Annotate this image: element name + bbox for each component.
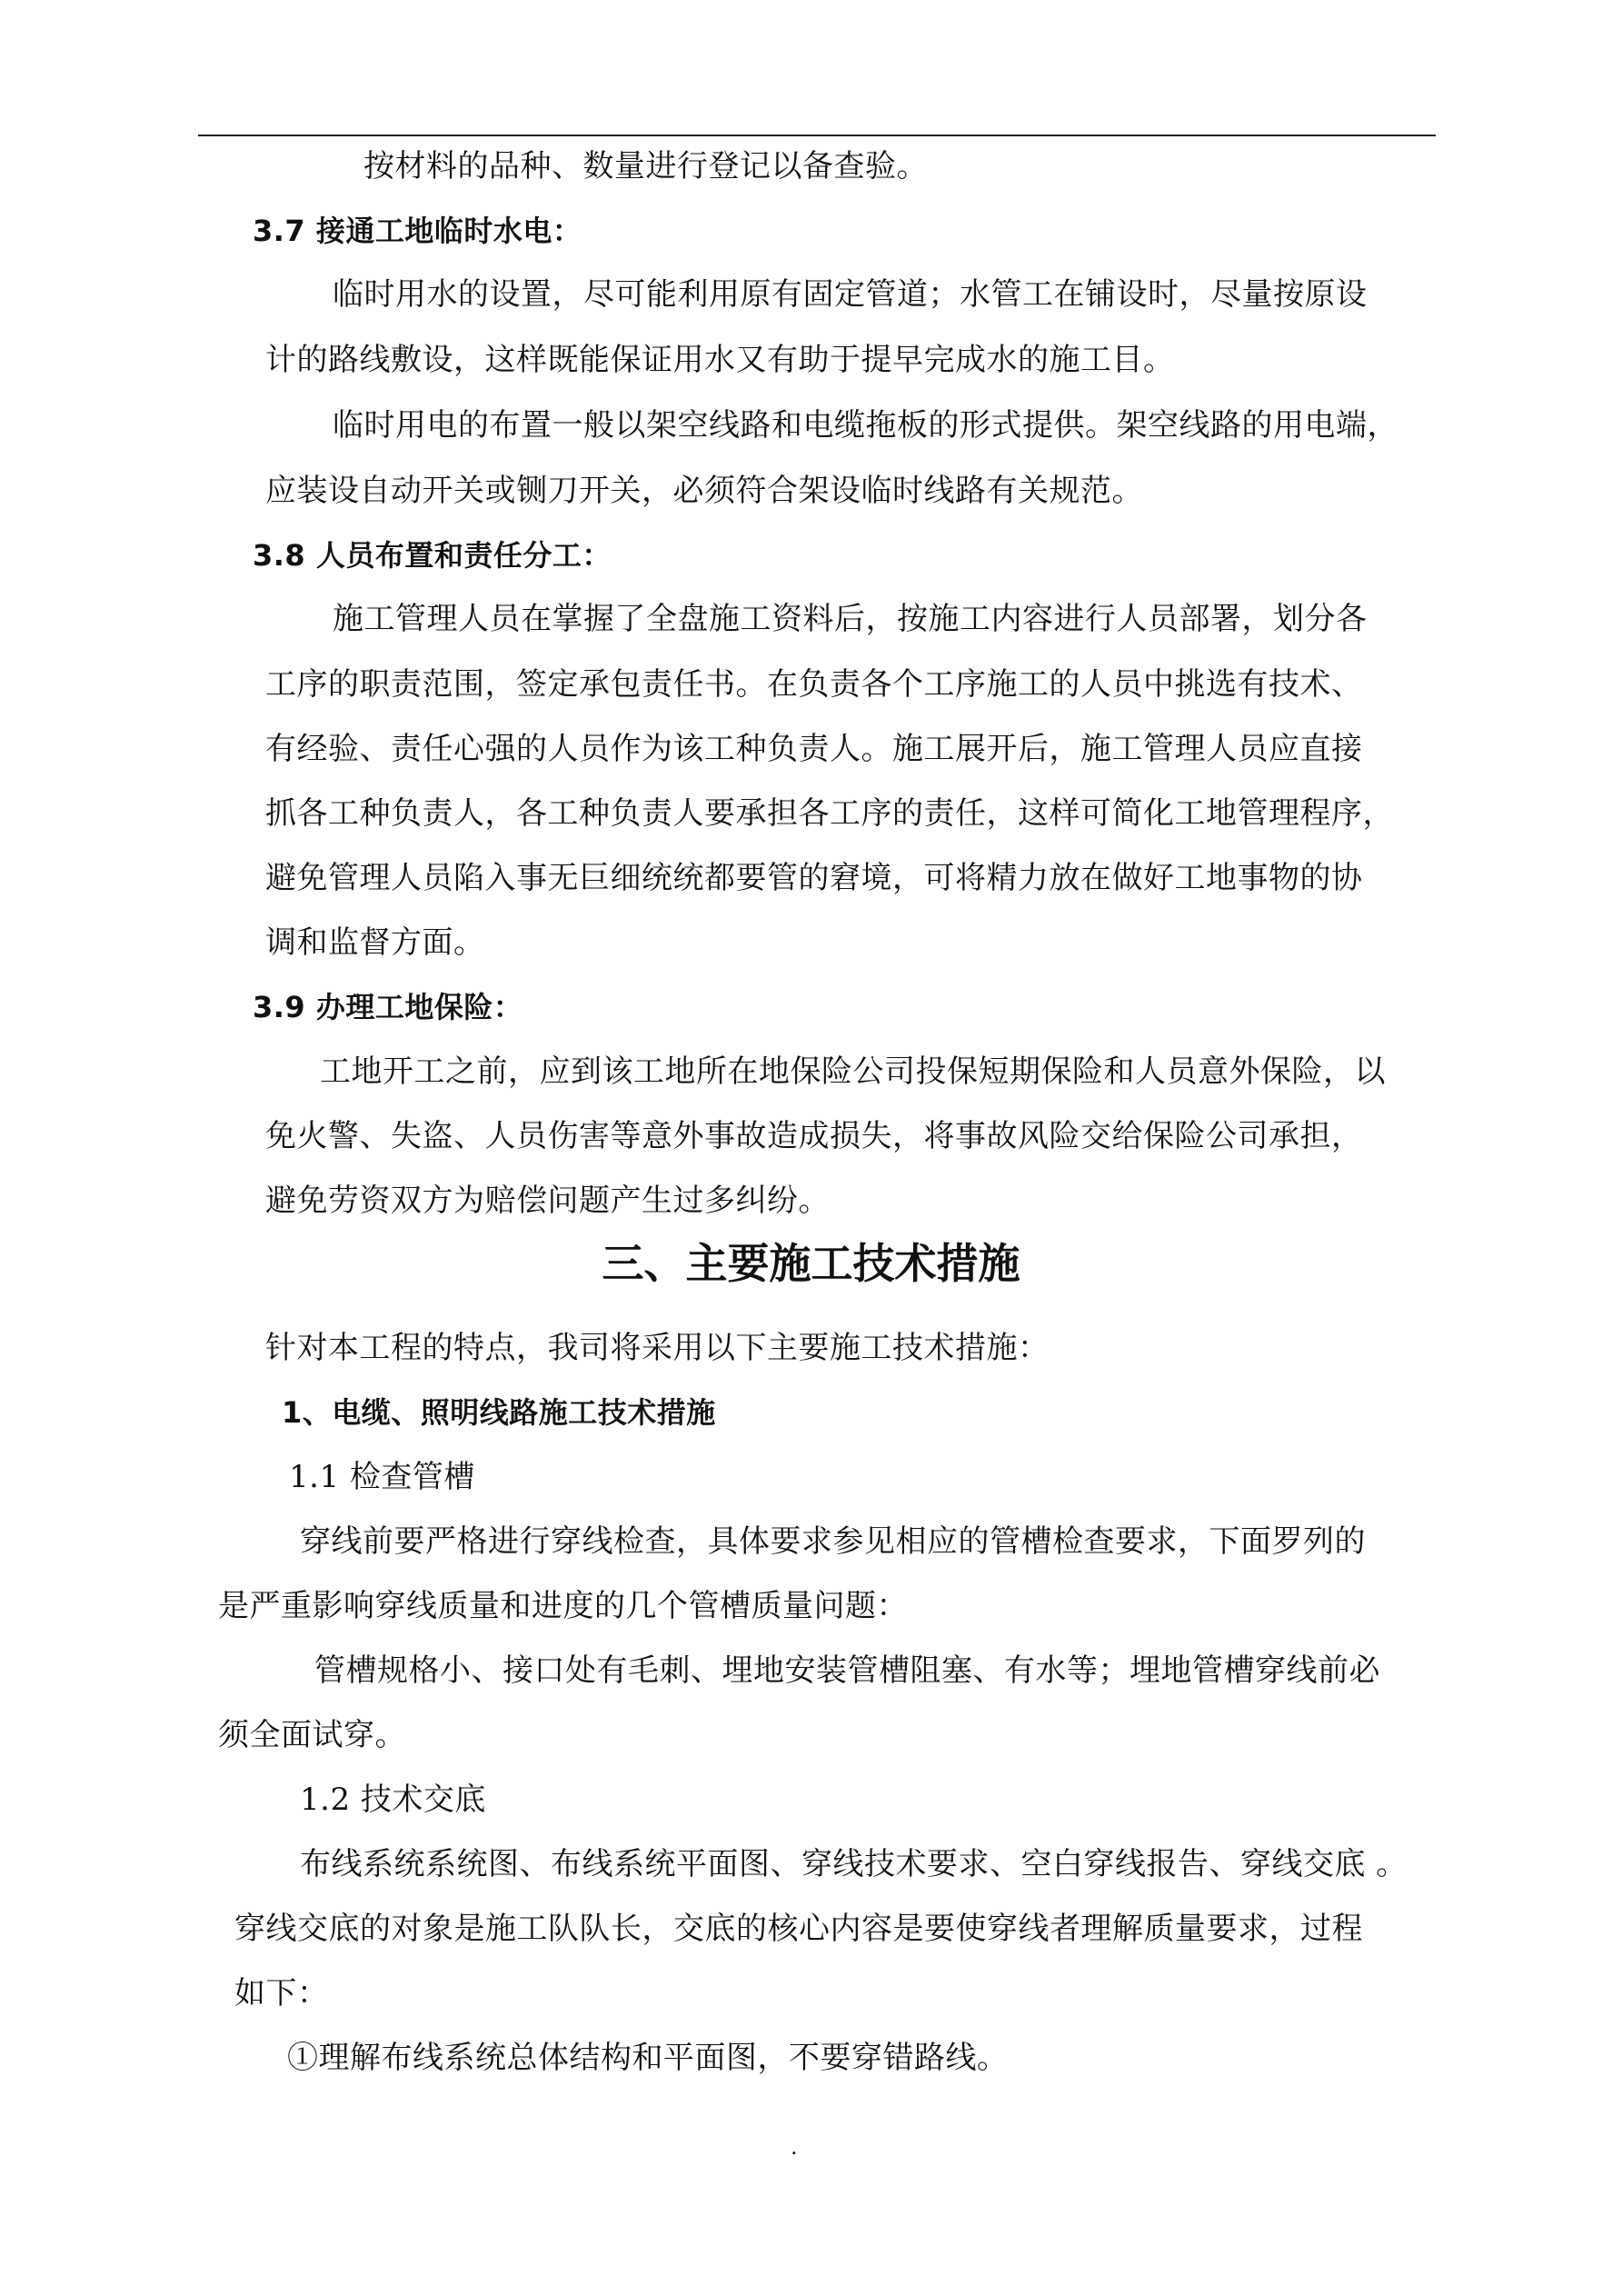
paragraph-line: 须全面试穿。	[218, 1717, 406, 1753]
paragraph-line: 有经验、责任心强的人员作为该工种负责人。施工展开后，施工管理人员应直接	[265, 731, 1363, 767]
paragraph-line: 施工管理人员在掌握了全盘施工资料后，按施工内容进行人员部署，划分各	[333, 601, 1368, 637]
chapter-title: 三、主要施工技术措施	[602, 1239, 1020, 1288]
paragraph-line: ①理解布线系统总体结构和平面图，不要穿错路线。	[287, 2040, 1009, 2076]
paragraph-line: 布线系统系统图、布线系统平面图、穿线技术要求、空白穿线报告、穿线交底 。	[300, 1846, 1408, 1882]
paragraph-line: 穿线交底的对象是施工队队长，交底的核心内容是要使穿线者理解质量要求，过程	[234, 1911, 1363, 1947]
paragraph-line: 穿线前要严格进行穿线检查，具体要求参见相应的管槽检查要求，下面罗列的	[300, 1523, 1366, 1560]
section-heading-3-8: 3.8 人员布置和责任分工：	[253, 538, 612, 573]
paragraph-line: 应装设自动开关或铡刀开关，必须符合架设临时线路有关规范。	[265, 473, 1143, 509]
paragraph-line: 工地开工之前，应到该工地所在地保险公司投保短期保险和人员意外保险，以	[320, 1053, 1386, 1090]
paragraph-line: 计的路线敷设，这样既能保证用水又有助于提早完成水的施工目。	[265, 342, 1175, 378]
footer-mark: .	[791, 2134, 798, 2160]
paragraph-line: 避免劳资双方为赔偿问题产生过多纠纷。	[265, 1183, 830, 1219]
paragraph-line: 抓各工种负责人，各工种负责人要承担各工序的责任，这样可简化工地管理程序，	[265, 795, 1394, 832]
paragraph-line: 如下：	[234, 1975, 329, 2011]
section-heading-3-7: 3.7 接通工地临时水电：	[253, 214, 582, 248]
paragraph-line: 避免管理人员陷入事无巨细统统都要管的窘境，可将精力放在做好工地事物的协	[265, 860, 1363, 896]
paragraph-line: 工序的职责范围，签定承包责任书。在负责各个工序施工的人员中挑选有技术、	[265, 666, 1363, 703]
header-rule	[198, 135, 1436, 136]
paragraph-line: 管槽规格小、接口处有毛刺、埋地安装管槽阻塞、有水等；埋地管槽穿线前必	[314, 1652, 1380, 1689]
paragraph-line: 临时用水的设置，尽可能利用原有固定管道；水管工在铺设时，尽量按原设	[333, 276, 1368, 313]
section-heading-3-9: 3.9 办理工地保险：	[253, 990, 523, 1024]
paragraph-line: 按材料的品种、数量进行登记以备查验。	[363, 148, 928, 185]
paragraph-line: 调和监督方面。	[265, 924, 485, 961]
paragraph-line: 针对本工程的特点，我司将采用以下主要施工技术措施：	[265, 1330, 1050, 1366]
subsection-heading-1-1: 1.1 检查管槽	[289, 1459, 475, 1495]
subsection-heading-1-2: 1.2 技术交底	[300, 1782, 486, 1818]
paragraph-line: 临时用电的布置一般以架空线路和电缆拖板的形式提供。架空线路的用电端，	[333, 407, 1398, 444]
subsection-heading-1: 1、电缆、照明线路施工技术措施	[282, 1395, 716, 1430]
paragraph-line: 免火警、失盗、人员伤害等意外事故造成损失，将事故风险交给保险公司承担，	[265, 1118, 1363, 1154]
paragraph-line: 是严重影响穿线质量和进度的几个管槽质量问题：	[218, 1588, 908, 1624]
